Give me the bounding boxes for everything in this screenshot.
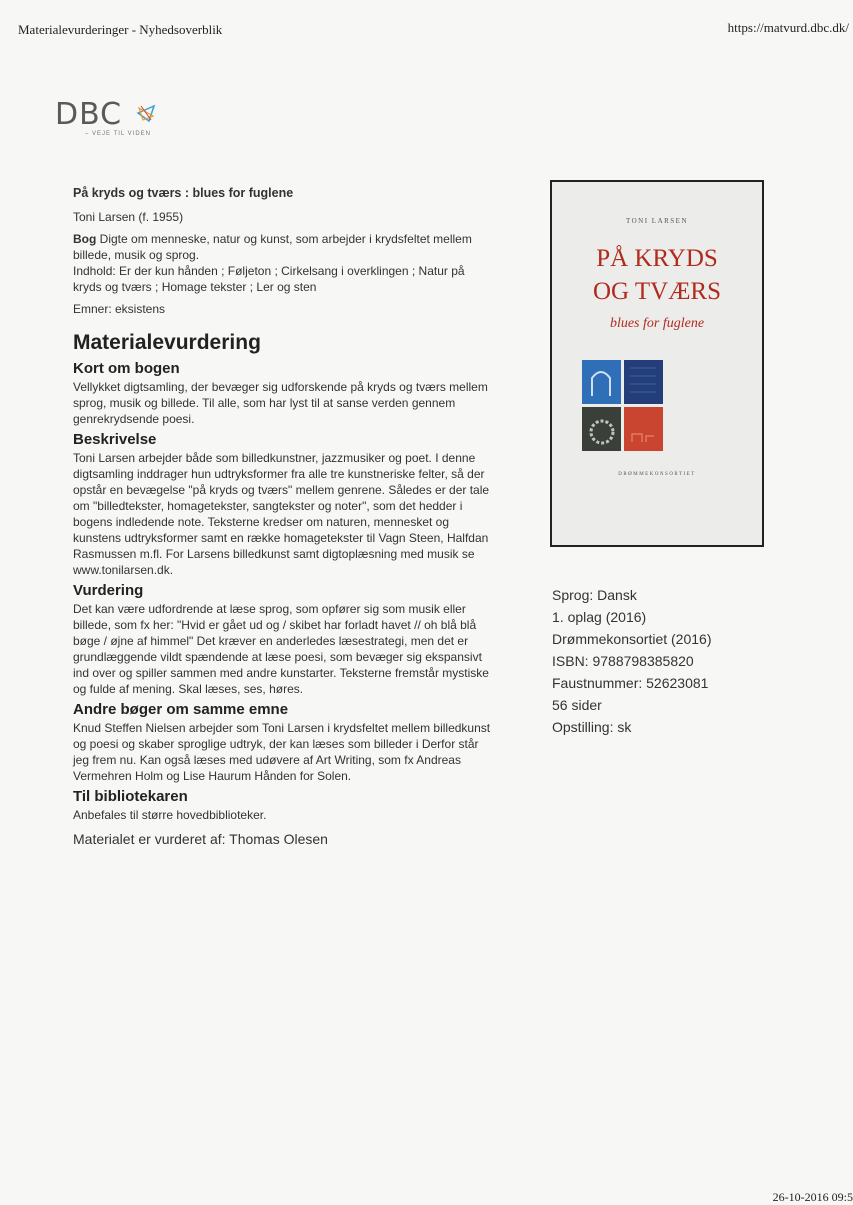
art-tile-red [624,407,663,451]
print-footer-date: 26-10-2016 09:5 [772,1190,853,1204]
material-type-label: Bog [73,232,97,246]
print-header-title: Materialevurderinger - Nyhedsoverblik [18,22,223,37]
cover-subtitle: blues for fuglene [609,316,705,331]
section-text-beskrivelse: Toni Larsen arbejder både som billedkunstner, jazzmusiker og poet. I denne digtsamling inddrager hun udtryksformer fra alle tre kunstneriske felter, så der opstår en bevægelse "på kryds og tværs" mellem genrene. Således er der tale om "billedtekster, homagetekster, sangtekster og noter", som det hedder i bogens indledende note. Teksterne kredser om naturen, mennesket og kunstens udtryksformer samt en række homagetekster til Vagn Steen, Halfdan Rasmussen m.fl. For Larsens billedkunst samt digtoplæsning med musik se www.tonilarsen.dk. [73,451,490,577]
detail-isbn: ISBN: 9788798385820 [552,653,694,669]
detail-pages: 56 sider [552,697,602,713]
dbc-logo [55,97,175,150]
globe-icon [135,102,157,124]
bibliographic-details [552,584,712,738]
section-heading-bibliotekaren: Til bibliotekaren [73,788,188,805]
record-main [73,185,493,847]
reviewer-line: Materialet er vurderet af: Thomas Olesen [73,831,328,847]
detail-edition: 1. oplag (2016) [552,609,647,625]
cover-author: TONI LARSEN [625,217,689,225]
section-heading-beskrivelse: Beskrivelse [73,431,157,448]
section-heading-andre: Andre bøger om samme emne [73,701,289,718]
review-heading: Materialevurdering [73,331,261,354]
print-header-url: https://matvurd.dbc.dk/ [727,20,849,35]
detail-shelving: Opstilling: sk [552,719,632,735]
cover-artwork [582,360,664,452]
cover-publisher: DRØMMEKONSORTIET [618,472,696,477]
detail-language: Sprog: Dansk [552,587,637,603]
book-title: På kryds og tværs : blues for fuglene [73,186,294,200]
art-tile-navy [624,360,663,404]
section-heading-kort: Kort om bogen [73,360,180,377]
description-text: Digte om menneske, natur og kunst, som arbejder i krydsfeltet mellem billede, musik og sprog. [73,232,472,262]
art-tile-blue [582,360,621,404]
section-text-kort: Vellykket digtsamling, der bevæger sig udforskende på kryds og tværs mellem sprog, musik og billede. Til alle, som har lyst til at sanse verden gennem genrekrydsende poesi. [73,380,488,426]
section-text-bibliotekaren: Anbefales til større hovedbiblioteker. [73,808,267,822]
book-description [73,231,493,263]
logo-text: DBC [55,97,123,132]
section-text-vurdering: Det kan være udfordrende at læse sprog, som opfører sig som musik eller billede, som fx her: "Hvid er gået ud og / skibet har forladt havet // oh blå blå bøge / øjne af himmel" Det kræver en anderledes læsestrategi, men det er grundlæggende vildt spændende at læse poesi, som bevæger sig ekspansivt ind over og spiller sammen med andre kunstarter. Teksterne fremstår mystiske og fulde af mening. Skal læses, ses, høres. [73,602,489,696]
book-author: Toni Larsen (f. 1955) [73,210,184,224]
section-heading-vurdering: Vurdering [73,582,144,599]
detail-faustnumber: Faustnummer: 52623081 [552,675,709,691]
cover-title [552,242,762,308]
cover-title-line1: PÅ KRYDS [596,245,718,272]
detail-publisher: Drømmekonsortiet (2016) [552,631,712,647]
book-cover [550,180,764,547]
book-subjects: Emner: eksistens [73,302,166,316]
cover-title-line2: OG TVÆRS [592,278,722,305]
book-contents: Indhold: Er der kun hånden ; Føljeton ; Cirkelsang i overklingen ; Natur på kryds og tværs ; Homage tekster ; Ler og sten [73,264,465,294]
section-text-andre: Knud Steffen Nielsen arbejder som Toni Larsen i krydsfeltet mellem billedkunst og poesi og skaber sproglige udtryk, der kan læses som billeder i Derfor står jeg frem nu. Kan også læses med udøvere af Art Writing, som fx Andreas Vermehren Holm og Lise Haurum Hånden for Solen. [73,721,491,783]
logo-tagline: – VEJE TIL VIDEN [85,131,152,137]
